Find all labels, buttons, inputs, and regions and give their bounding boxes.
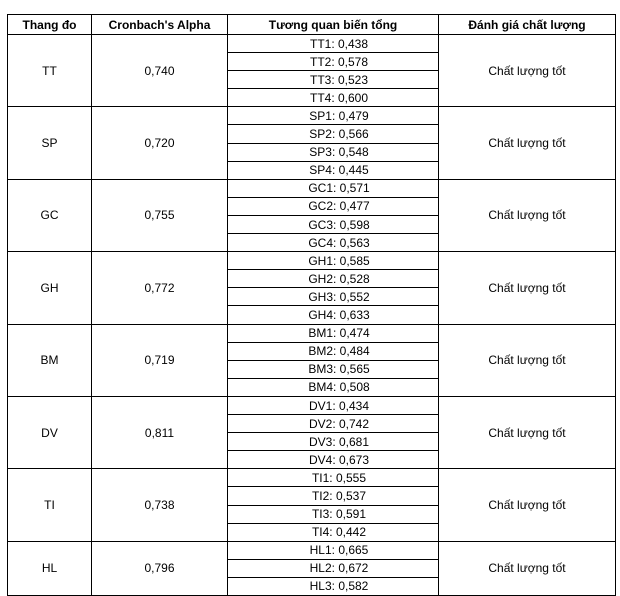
table-row-group [7,35,616,107]
scale-name: BM [40,353,59,368]
item-correlation-list [228,35,438,106]
quality-rating: Chất lượng tốt [488,561,566,576]
alpha-value: 0,719 [144,353,175,368]
item-correlation: GH3: 0,552 [228,288,438,306]
column-divider [438,397,439,468]
scale-name: HL [41,561,58,576]
scale-name: GC [40,208,59,223]
item-correlation: GC2: 0,477 [228,198,438,216]
item-correlation: GH1: 0,585 [228,252,438,270]
scale-name: TT [42,63,57,78]
column-divider [227,325,228,396]
column-divider [91,35,92,106]
item-correlation: TT1: 0,438 [228,35,438,53]
column-divider [438,325,439,396]
item-correlation: TT4: 0,600 [309,90,369,105]
table-row-group [7,325,616,397]
reliability-table [7,14,616,596]
item-correlation: DV4: 0,673 [308,452,370,467]
item-correlation: TI4: 0,442 [311,525,367,540]
item-correlation: TT2: 0,578 [228,53,438,71]
alpha-value: 0,738 [144,498,175,513]
scale-name: GH [40,280,59,295]
item-correlation-list [228,325,438,396]
column-divider [227,35,228,106]
alpha-value: 0,796 [144,561,175,576]
column-divider [438,180,439,251]
table-row-group [7,107,616,179]
table-header [7,14,616,35]
item-correlation-list [228,180,438,251]
item-correlation: SP1: 0,479 [228,107,438,125]
column-divider [438,107,439,178]
item-correlation-list [228,107,438,178]
item-correlation: SP4: 0,445 [309,163,369,178]
item-correlation: TI2: 0,537 [228,487,438,505]
alpha-value: 0,772 [144,280,175,295]
column-divider [91,542,92,595]
column-divider [227,469,228,540]
alpha-value: 0,755 [144,208,175,223]
table-row-group [7,252,616,324]
quality-rating: Chất lượng tốt [488,425,566,440]
header-item-total-correlation: Tương quan biến tổng [268,17,398,32]
item-correlation: TI1: 0,555 [228,469,438,487]
item-correlation: SP3: 0,548 [228,144,438,162]
item-correlation-list [228,542,438,595]
column-divider [91,252,92,323]
item-correlation: GC3: 0,598 [228,216,438,234]
item-correlation: DV3: 0,681 [228,433,438,451]
item-correlation-list [228,252,438,323]
header-quality-rating: Đánh giá chất lượng [468,17,586,32]
item-correlation: GH2: 0,528 [228,270,438,288]
item-correlation: HL2: 0,672 [228,560,438,578]
item-correlation: HL3: 0,582 [309,579,369,594]
table-row-group [7,397,616,469]
column-divider [91,469,92,540]
alpha-value: 0,740 [144,63,175,78]
header-alpha: Cronbach's Alpha [108,17,211,32]
item-correlation: BM1: 0,474 [228,325,438,343]
item-correlation: BM3: 0,565 [228,361,438,379]
item-correlation: TI3: 0,591 [228,506,438,524]
scale-name: TI [44,498,55,513]
column-divider [227,542,228,595]
quality-rating: Chất lượng tốt [488,353,566,368]
column-divider [227,180,228,251]
scale-name: DV [41,425,58,440]
column-divider [91,107,92,178]
quality-rating: Chất lượng tốt [488,208,566,223]
column-divider [438,252,439,323]
alpha-value: 0,811 [144,425,175,440]
quality-rating: Chất lượng tốt [488,498,566,513]
column-divider [91,325,92,396]
item-correlation: DV2: 0,742 [228,415,438,433]
quality-rating: Chất lượng tốt [488,280,566,295]
column-divider [227,107,228,178]
alpha-value: 0,720 [144,136,175,151]
item-correlation-list [228,469,438,540]
scale-name: SP [41,136,58,151]
item-correlation: BM4: 0,508 [308,380,370,395]
column-divider [227,252,228,323]
item-correlation: SP2: 0,566 [228,125,438,143]
item-correlation: GC1: 0,571 [228,180,438,198]
item-correlation: TT3: 0,523 [228,71,438,89]
table-row-group [7,469,616,541]
header-scale: Thang đo [22,17,77,32]
item-correlation: BM2: 0,484 [228,343,438,361]
column-divider [227,15,228,34]
column-divider [438,542,439,595]
column-divider [227,397,228,468]
column-divider [438,469,439,540]
quality-rating: Chất lượng tốt [488,136,566,151]
column-divider [91,397,92,468]
column-divider [91,15,92,34]
quality-rating: Chất lượng tốt [488,63,566,78]
item-correlation: GC4: 0,563 [308,235,370,250]
table-row-group [7,180,616,252]
column-divider [438,35,439,106]
column-divider [91,180,92,251]
item-correlation-list [228,397,438,468]
item-correlation: HL1: 0,665 [228,542,438,560]
item-correlation: GH4: 0,633 [308,308,370,322]
column-divider [438,15,439,34]
table-row-group [7,542,616,596]
item-correlation: DV1: 0,434 [228,397,438,415]
table-body [7,35,616,596]
